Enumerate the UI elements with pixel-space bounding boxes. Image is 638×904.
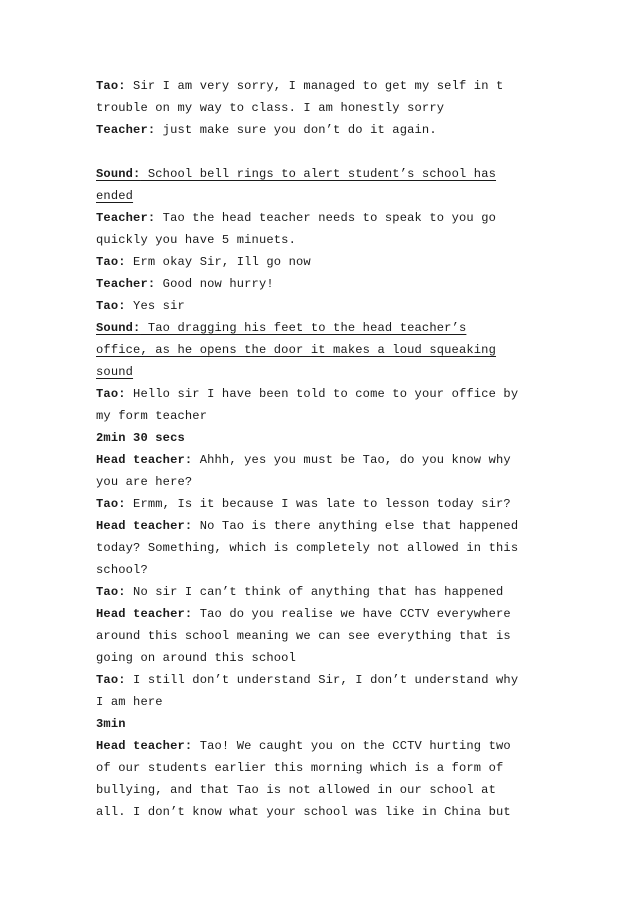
speaker-label: Teacher: <box>96 211 156 225</box>
line-text: bullying, and that Tao is not allowed in our school at <box>96 783 497 797</box>
speaker-label: Head teacher: <box>96 453 193 467</box>
line-text: just make sure you don’t do it again. <box>155 123 437 137</box>
speaker-label: Sound: <box>96 167 141 181</box>
line-text: Hello sir I have been told to come to your office by <box>125 387 519 401</box>
line-text: Tao! We caught you on the CCTV hurting two <box>192 739 511 753</box>
speaker-label: Tao: <box>96 79 126 93</box>
line-text: Tao do you realise we have CCTV everywhere <box>192 607 511 621</box>
script-line <box>96 801 556 823</box>
speaker-label: Tao: <box>96 299 126 313</box>
line-text: I am here <box>96 695 163 709</box>
line-text: Yes sir <box>125 299 185 313</box>
line-text: my form teacher <box>96 409 208 423</box>
line-text: School bell rings to alert student’s school has <box>140 167 497 181</box>
blank-line <box>96 141 556 163</box>
line-text: going on around this school <box>96 651 297 665</box>
script-line <box>96 361 556 383</box>
speaker-label: Tao: <box>96 387 126 401</box>
line-text: quickly you have 5 minuets. <box>96 233 297 247</box>
script-line <box>96 317 556 339</box>
line-text: No Tao is there anything else that happened <box>192 519 519 533</box>
timestamp-text: 3min <box>96 717 126 731</box>
line-text: Tao dragging his feet to the head teacher’s <box>140 321 467 335</box>
script-line <box>96 537 556 559</box>
script-line <box>96 647 556 669</box>
speaker-label: Head teacher: <box>96 519 193 533</box>
line-text: I still don’t understand Sir, I don’t understand why <box>125 673 519 687</box>
timestamp-heading <box>96 713 556 735</box>
line-text: trouble on my way to class. I am honestly sorry <box>96 101 445 115</box>
line-text: of our students earlier this morning which is a form of <box>96 761 504 775</box>
script-line <box>96 603 556 625</box>
script-line <box>96 779 556 801</box>
script-line <box>96 757 556 779</box>
line-text: around this school meaning we can see everything that is <box>96 629 511 643</box>
line-text: Sir I am very sorry, I managed to get my self in t <box>125 79 504 93</box>
script-line <box>96 163 556 185</box>
script-line <box>96 383 556 405</box>
script-line <box>96 229 556 251</box>
line-text: you are here? <box>96 475 193 489</box>
line-text: Good now hurry! <box>155 277 274 291</box>
line-text: office, as he opens the door it makes a loud squeaking <box>96 343 497 357</box>
script-line <box>96 251 556 273</box>
timestamp-text: 2min 30 secs <box>96 431 185 445</box>
speaker-label: Tao: <box>96 585 126 599</box>
script-body <box>96 75 556 823</box>
script-line <box>96 273 556 295</box>
line-text: Tao the head teacher needs to speak to you go <box>155 211 497 225</box>
line-text: school? <box>96 563 148 577</box>
speaker-label: Teacher: <box>96 277 156 291</box>
speaker-label: Head teacher: <box>96 607 193 621</box>
script-line <box>96 185 556 207</box>
speaker-label: Sound: <box>96 321 141 335</box>
script-line <box>96 207 556 229</box>
script-line <box>96 515 556 537</box>
speaker-label: Tao: <box>96 497 126 511</box>
script-line <box>96 339 556 361</box>
line-text: No sir I can’t think of anything that has happened <box>125 585 504 599</box>
line-text: Ermm, Is it because I was late to lesson today sir? <box>125 497 511 511</box>
script-line <box>96 405 556 427</box>
line-text: today? Something, which is completely not allowed in this <box>96 541 519 555</box>
script-line <box>96 625 556 647</box>
script-line <box>96 471 556 493</box>
script-line <box>96 449 556 471</box>
speaker-label: Head teacher: <box>96 739 193 753</box>
script-line <box>96 559 556 581</box>
script-line <box>96 581 556 603</box>
line-text: all. I don’t know what your school was like in China but <box>96 805 511 819</box>
speaker-label: Teacher: <box>96 123 156 137</box>
line-text: sound <box>96 365 134 379</box>
line-text: Erm okay Sir, Ill go now <box>125 255 311 269</box>
speaker-label: Tao: <box>96 673 126 687</box>
script-line <box>96 691 556 713</box>
script-line <box>96 295 556 317</box>
script-line <box>96 735 556 757</box>
script-line <box>96 493 556 515</box>
line-text: ended <box>96 189 134 203</box>
line-text: Ahhh, yes you must be Tao, do you know why <box>192 453 511 467</box>
script-line <box>96 75 556 97</box>
speaker-label: Tao: <box>96 255 126 269</box>
script-line <box>96 669 556 691</box>
timestamp-heading <box>96 427 556 449</box>
script-line <box>96 97 556 119</box>
script-line <box>96 119 556 141</box>
